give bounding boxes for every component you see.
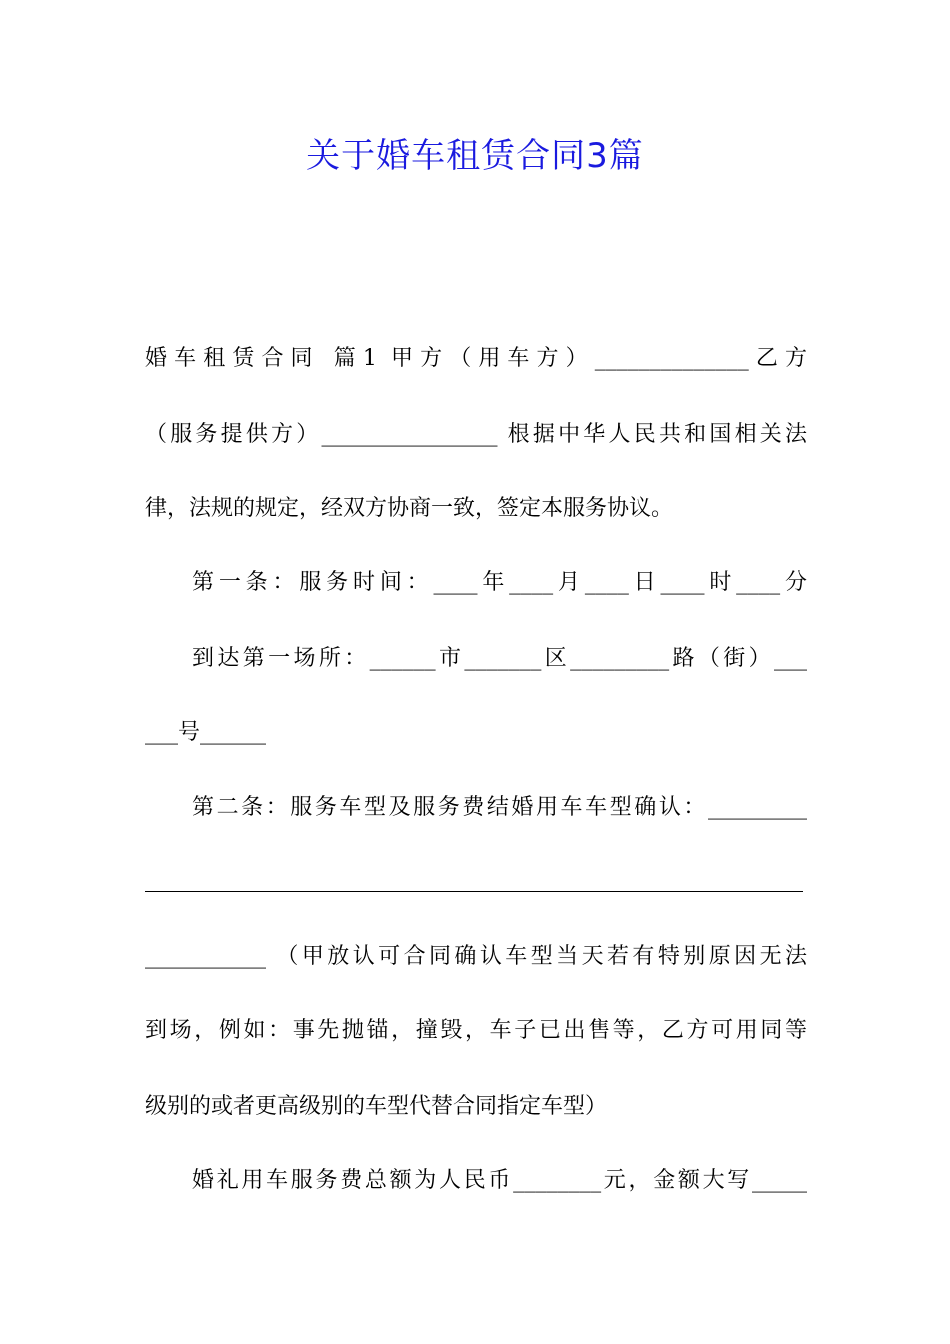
clause-2-line-2: ___________ （甲放认可合同确认车型当天若有特别原因无法 <box>145 944 807 969</box>
document-title: 关于婚车租赁合同3篇 <box>306 136 644 176</box>
clause-1-time-line: 第一条：服务时间：____年____月____日____时____分 <box>192 570 807 595</box>
clause-2-line: 第二条：服务车型及服务费结婚用车车型确认：_________ <box>192 795 807 820</box>
clause-1-place-line: 到达第一场所：______市_______区_________路（街）___ <box>192 646 807 671</box>
contract-line-2: （服务提供方）________________ 根据中华人民共和国相关法 <box>145 422 807 447</box>
clause-2-line-4: 级别的或者更高级别的车型代替合同指定车型） <box>145 1094 608 1119</box>
contract-line-3: 律，法规的规定，经双方协商一致，签定本服务协议。 <box>145 496 674 521</box>
clause-1-place-line-cont: ___号______ <box>145 720 267 745</box>
contract-line-1: 婚车租赁合同 篇1 甲方（用车方）______________乙方 <box>145 346 807 371</box>
service-fee-line: 婚礼用车服务费总额为人民币________元，金额大写_____ <box>192 1168 807 1193</box>
clause-2-line-3: 到场，例如：事先抛锚，撞毁，车子已出售等，乙方可用同等 <box>145 1018 807 1043</box>
blank-fill-rule <box>145 891 803 892</box>
